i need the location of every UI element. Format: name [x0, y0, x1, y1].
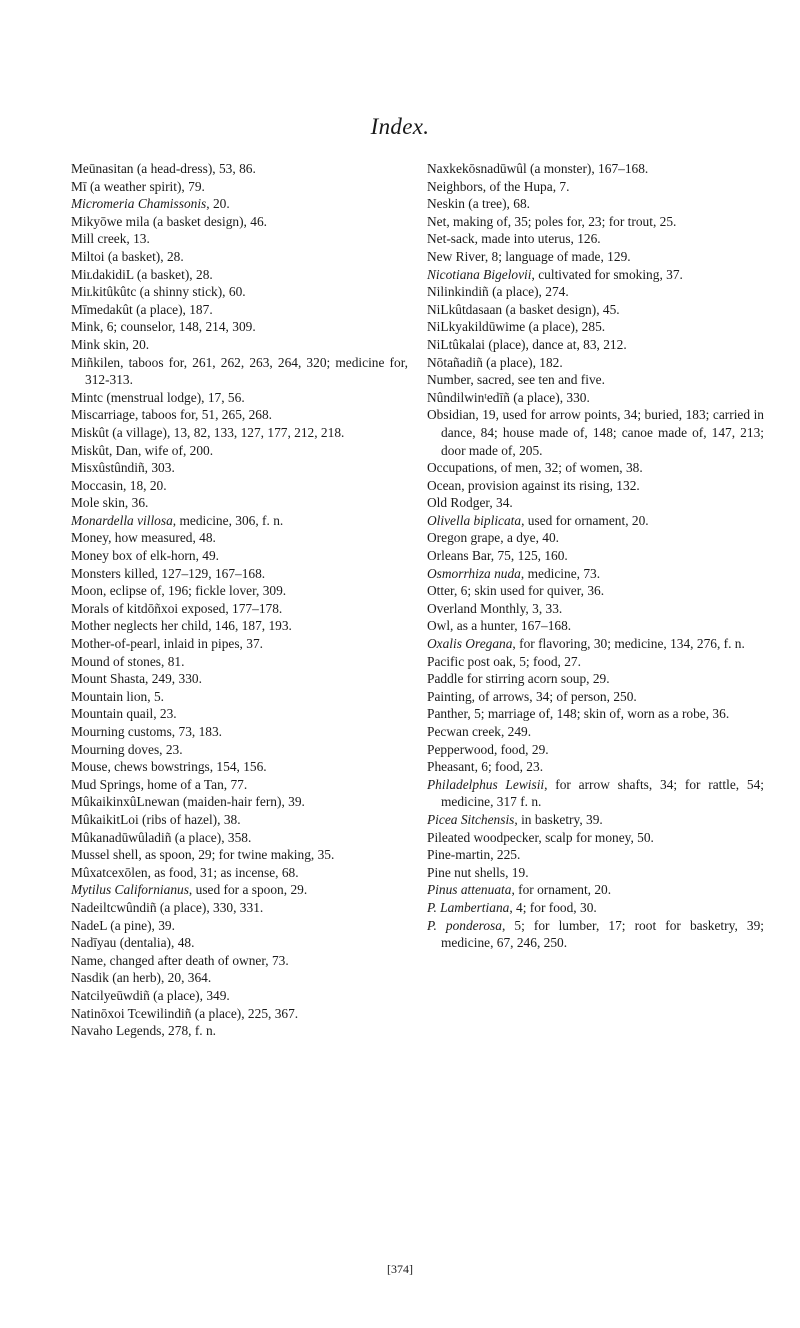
page-number: [374]	[387, 1262, 413, 1276]
index-entry	[71, 248, 408, 266]
index-entry-text: Mud Springs, home of a Tan, 77.	[71, 776, 248, 792]
index-entry-text: Mound of stones, 81.	[71, 653, 185, 669]
index-entry	[71, 547, 408, 565]
index-entry-text: Nōtañadiñ (a place), 182.	[427, 354, 563, 370]
index-entry	[427, 811, 764, 829]
index-entry	[427, 459, 764, 477]
index-entry-text: , medicine, 73.	[520, 565, 601, 581]
index-entry-text: NiLkyakildūwime (a place), 285.	[427, 319, 606, 335]
index-entry-term: Philadelphus Lewisii	[427, 776, 545, 792]
index-entry	[71, 1005, 408, 1023]
index-entry-text: Otter, 6; skin used for quiver, 36.	[427, 583, 605, 599]
index-entry-text: Mourning doves, 23.	[71, 741, 183, 757]
index-entry-text: Panther, 5; marriage of, 148; skin of, worn as a robe, 36.	[427, 706, 730, 722]
index-entry-text: Mink skin, 20.	[71, 336, 150, 352]
index-entry	[427, 705, 764, 723]
index-entry	[71, 195, 408, 213]
index-entry-text: Mole skin, 36.	[71, 495, 149, 511]
index-entry-text: , 20.	[206, 196, 230, 212]
index-entry	[71, 565, 408, 583]
index-entry	[71, 600, 408, 618]
index-entry-text: Nadīyau (dentalia), 48.	[71, 935, 195, 951]
index-entry-text: Ocean, provision against its rising, 132.	[427, 477, 640, 493]
index-entry-text: Miskût, Dan, wife of, 200.	[71, 442, 214, 458]
index-entry-text: Mûkanadūwûladiñ (a place), 358.	[71, 829, 252, 845]
index-entry-text: , for arrow shafts, 34; for rattle, 54; medicine, 317 f. n.	[441, 776, 764, 810]
index-entry	[427, 864, 764, 882]
index-entry-text: , 5; for lumber, 17; root for basketry, 39; medicine, 67, 246, 250.	[441, 917, 764, 951]
index-entry-text: Nasdik (an herb), 20, 364.	[71, 970, 212, 986]
index-entry	[71, 987, 408, 1005]
index-entry	[427, 512, 764, 530]
index-entry	[71, 776, 408, 794]
index-entry-text: Mintc (menstrual lodge), 17, 56.	[71, 389, 245, 405]
index-entry	[427, 600, 764, 618]
index-entry-text: Money, how measured, 48.	[71, 530, 216, 546]
index-entry	[427, 529, 764, 547]
index-entry	[71, 829, 408, 847]
index-entry-text: NadeL (a pine), 39.	[71, 917, 175, 933]
index-entry	[427, 301, 764, 319]
index-entry-text: MûkaikinxûLnewan (maiden-hair fern), 39.	[71, 794, 305, 810]
index-entry-term: Oxalis Oregana	[427, 636, 513, 652]
index-entry-text: Nilinkindiñ (a place), 274.	[427, 284, 569, 300]
index-entry-text: Mouse, chews bowstrings, 154, 156.	[71, 759, 267, 775]
index-entry	[71, 283, 408, 301]
index-entry-text: Mikyōwe mila (a basket design), 46.	[71, 213, 267, 229]
index-entry-text: Morals of kitdōñxoi exposed, 177–178.	[71, 600, 283, 616]
index-entry	[427, 635, 764, 653]
index-entry	[71, 459, 408, 477]
index-entry-term: Monardella villosa	[71, 512, 173, 528]
index-entry-text: Paddle for stirring acorn soup, 29.	[427, 671, 610, 687]
index-entry	[427, 406, 764, 459]
index-entry	[71, 635, 408, 653]
index-entry-text: New River, 8; language of made, 129.	[427, 248, 631, 264]
index-entry-term: Pinus attenuata	[427, 882, 512, 898]
index-entry-text: Mountain quail, 23.	[71, 706, 177, 722]
index-entry-text: , cultivated for smoking, 37.	[531, 266, 683, 282]
index-entry-term: Olivella biplicata	[427, 512, 522, 528]
index-entry-term: Mytilus Californianus	[71, 882, 189, 898]
index-entry-text: , medicine, 306, f. n.	[172, 512, 284, 528]
index-entry	[427, 178, 764, 196]
index-entry-text: Mill creek, 13.	[71, 231, 150, 247]
index-entry-text: , for flavoring, 30; medicine, 134, 276, f. n.	[512, 636, 745, 652]
index-entry	[427, 230, 764, 248]
index-entry-text: Moon, eclipse of, 196; fickle lover, 309.	[71, 583, 287, 599]
index-entry	[427, 758, 764, 776]
index-entry	[427, 917, 764, 952]
index-entry	[71, 741, 408, 759]
index-entry-text: Overland Monthly, 3, 33.	[427, 600, 563, 616]
page-title: Index.	[370, 114, 430, 139]
index-entry	[427, 741, 764, 759]
index-entry	[71, 512, 408, 530]
index-entry	[427, 565, 764, 583]
index-entry-text: NiLkûtdasaan (a basket design), 45.	[427, 301, 620, 317]
index-entry-text: Obsidian, 19, used for arrow points, 34; buried, 183; carried in dance, 84; house made of, 148; canoe made of, 147, 213; door made of, 205.	[427, 407, 764, 458]
index-entry-text: Monsters killed, 127–129, 167–168.	[71, 565, 266, 581]
index-entry	[427, 723, 764, 741]
index-entry	[71, 653, 408, 671]
index-entry	[427, 494, 764, 512]
index-entry-term: Osmorrhiza nuda	[427, 565, 521, 581]
index-entry	[427, 899, 764, 917]
index-entry	[427, 881, 764, 899]
index-entry-term: P. ponderosa	[427, 917, 502, 933]
index-entry	[71, 318, 408, 336]
index-entry	[427, 670, 764, 688]
index-entry-text: Natcilyeūwdiñ (a place), 349.	[71, 987, 230, 1003]
index-entry	[71, 477, 408, 495]
index-entry-text: Mink, 6; counselor, 148, 214, 309.	[71, 319, 256, 335]
index-entry-text: , in basketry, 39.	[514, 811, 603, 827]
index-entry-text: Meūnasitan (a head-dress), 53, 86.	[71, 161, 256, 176]
index-entry-text: Pepperwood, food, 29.	[427, 741, 549, 757]
index-entry-text: MûkaikitLoi (ribs of hazel), 38.	[71, 811, 241, 827]
index-entry	[71, 846, 408, 864]
index-entry-text: Occupations, of men, 32; of women, 38.	[427, 460, 643, 476]
index-entry-text: Mount Shasta, 249, 330.	[71, 671, 202, 687]
index-entry-text: Old Rodger, 34.	[427, 495, 513, 511]
index-entry-text: Owl, as a hunter, 167–168.	[427, 618, 572, 634]
index-entry	[71, 160, 408, 178]
index-entry	[71, 301, 408, 319]
index-entry-text: Natinōxoi Tcewilindiñ (a place), 225, 367.	[71, 1005, 299, 1021]
index-entry	[71, 934, 408, 952]
index-entry-text: Mīmedakût (a place), 187.	[71, 301, 213, 317]
index-entry	[427, 653, 764, 671]
index-entry	[71, 758, 408, 776]
index-entry-text: Pine-martin, 225.	[427, 847, 521, 863]
index-entry	[71, 406, 408, 424]
index-entry	[71, 881, 408, 899]
index-entry	[427, 846, 764, 864]
index-entry	[427, 213, 764, 231]
index-entry	[71, 969, 408, 987]
index-entry	[71, 230, 408, 248]
index-entry-text: Mī (a weather spirit), 79.	[71, 178, 205, 194]
index-entry-text: Mourning customs, 73, 183.	[71, 724, 223, 739]
index-entry-text: Oregon grape, a dye, 40.	[427, 530, 559, 546]
index-entry	[71, 582, 408, 600]
index-entry-text: Mother neglects her child, 146, 187, 193.	[71, 618, 292, 634]
index-entry	[71, 723, 408, 741]
index-entry-text: Miscarriage, taboos for, 51, 265, 268.	[71, 407, 273, 423]
index-entry	[71, 617, 408, 635]
index-entry	[71, 1022, 408, 1040]
index-entry	[427, 318, 764, 336]
index-entry-text: Mûxatcexōlen, as food, 31; as incense, 68.	[71, 864, 299, 880]
index-entry-text: Pine nut shells, 19.	[427, 864, 529, 880]
index-entry-text: Mountain lion, 5.	[71, 688, 164, 704]
index-entry-text: Mussel shell, as spoon, 29; for twine making, 35.	[71, 847, 335, 863]
index-entry	[71, 336, 408, 354]
index-entry-term: Nicotiana Bigelovii	[427, 266, 532, 282]
index-entry-text: Pecwan creek, 249.	[427, 724, 532, 739]
index-entry	[427, 829, 764, 847]
index-entry-text: Miñkilen, taboos for, 261, 262, 263, 264, 320; medicine for, 312-313.	[71, 354, 408, 388]
index-entry-text: Neighbors, of the Hupa, 7.	[427, 178, 570, 194]
index-entry	[71, 793, 408, 811]
index-entry-text: Name, changed after death of owner, 73.	[71, 952, 289, 968]
index-entry-text: Nûndilwinᵗedīñ (a place), 330.	[427, 389, 590, 405]
index-entry	[71, 178, 408, 196]
index-entry-text: Number, sacred, see ten and five.	[427, 372, 605, 388]
index-entry	[427, 266, 764, 284]
index-entry	[427, 354, 764, 372]
index-entry-text: Money box of elk-horn, 49.	[71, 548, 220, 564]
index-entry	[427, 477, 764, 495]
index-entry-text: Pacific post oak, 5; food, 27.	[427, 653, 581, 669]
index-entry-term: Picea Sitchensis	[427, 811, 515, 827]
index-entry	[427, 160, 764, 178]
index-entry	[71, 705, 408, 723]
index-entry	[71, 266, 408, 284]
index-entry	[71, 354, 408, 389]
index-entry-text: Nadeiltcwûndiñ (a place), 330, 331.	[71, 899, 264, 915]
index-entry-term: Micromeria Chamissonis	[71, 196, 207, 212]
index-entry-text: Miltoi (a basket), 28.	[71, 248, 184, 264]
index-column-right	[427, 160, 764, 952]
index-entry	[427, 371, 764, 389]
index-entry	[427, 617, 764, 635]
index-entry	[71, 864, 408, 882]
index-entry	[71, 811, 408, 829]
index-entry	[71, 424, 408, 442]
index-entry-text: Miskût (a village), 13, 82, 133, 127, 177, 212, 218.	[71, 424, 345, 440]
index-entry-text: Net, making of, 35; poles for, 23; for trout, 25.	[427, 213, 677, 229]
index-entry-text: Orleans Bar, 75, 125, 160.	[427, 548, 568, 564]
index-entry	[427, 195, 764, 213]
index-entry	[71, 389, 408, 407]
index-entry-text: , used for ornament, 20.	[521, 512, 649, 528]
index-entry-text: Painting, of arrows, 34; of person, 250.	[427, 688, 637, 704]
index-column-left	[71, 160, 408, 1040]
index-entry-text: Misxûstûndiñ, 303.	[71, 460, 175, 476]
index-entry-text: Moccasin, 18, 20.	[71, 477, 167, 493]
index-entry	[427, 283, 764, 301]
index-entry-term: P. Lambertiana	[427, 899, 510, 915]
index-entry-text: Naxkekōsnadūwûl (a monster), 167–168.	[427, 161, 649, 176]
index-entry-text: , for ornament, 20.	[511, 882, 612, 898]
index-entry	[71, 688, 408, 706]
index-entry-text: , used for a spoon, 29.	[188, 882, 308, 898]
index-entry-text: Navaho Legends, 278, f. n.	[71, 1023, 217, 1039]
index-entry	[71, 213, 408, 231]
index-entry	[427, 582, 764, 600]
index-entry-text: Neskin (a tree), 68.	[427, 196, 530, 212]
index-entry-text: Pheasant, 6; food, 23.	[427, 759, 544, 775]
index-entry	[71, 442, 408, 460]
index-entry-text: NiLtûkalai (place), dance at, 83, 212.	[427, 336, 627, 352]
index-entry	[427, 688, 764, 706]
index-entry	[427, 336, 764, 354]
index-entry	[71, 917, 408, 935]
index-entry-text: Mother-of-pearl, inlaid in pipes, 37.	[71, 636, 263, 652]
index-entry	[71, 529, 408, 547]
index-entry-text: Miʟkitûkûtc (a shinny stick), 60.	[71, 284, 246, 300]
index-entry	[71, 670, 408, 688]
index-entry	[427, 389, 764, 407]
index-entry	[427, 547, 764, 565]
index-entry	[71, 494, 408, 512]
index-entry	[427, 248, 764, 266]
index-entry-text: MiʟdakidiL (a basket), 28.	[71, 266, 213, 282]
index-entry-text: , 4; for food, 30.	[509, 899, 597, 915]
index-entry	[427, 776, 764, 811]
index-entry	[71, 952, 408, 970]
index-entry-text: Pileated woodpecker, scalp for money, 50.	[427, 829, 654, 845]
index-entry-text: Net-sack, made into uterus, 126.	[427, 231, 601, 247]
index-entry	[71, 899, 408, 917]
